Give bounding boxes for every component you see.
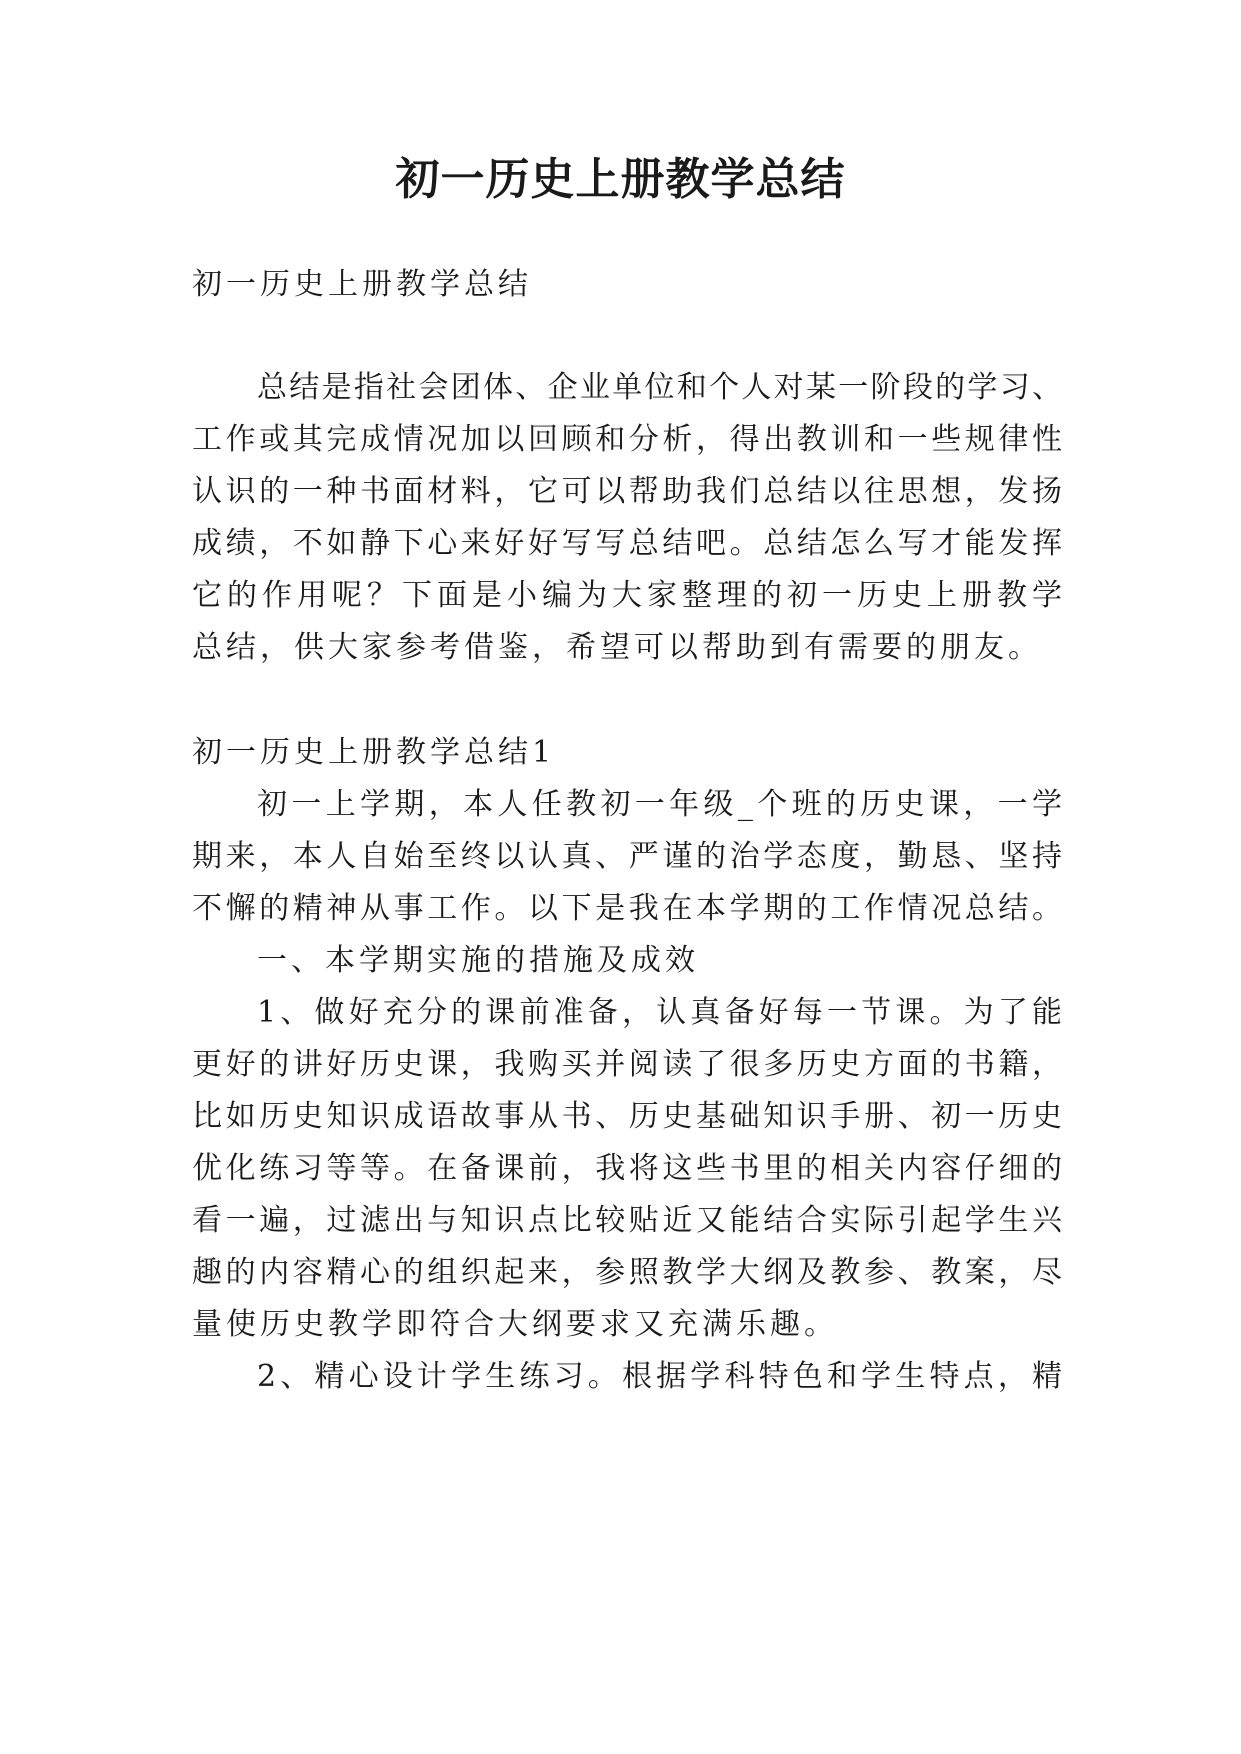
- paragraph-line: 趣的内容精心的组织起来，参照教学大纲及教参、教案，尽: [192, 1255, 1062, 1290]
- paragraph-line: 2、精心设计学生练习。根据学科特色和学生特点，精: [257, 1359, 1062, 1394]
- paragraph-line: 期来，本人自始至终以认真、严谨的治学态度，勤恳、坚持: [192, 839, 1062, 874]
- paragraph-line: 1、做好充分的课前准备，认真备好每一节课。为了能: [257, 995, 1062, 1030]
- paragraph-line: 比如历史知识成语故事从书、历史基础知识手册、初一历史: [192, 1099, 1062, 1134]
- intro-line: 总结，供大家参考借鉴，希望可以帮助到有需要的朋友。: [192, 630, 1042, 665]
- intro-line: 总结是指社会团体、企业单位和个人对某一阶段的学习、: [257, 370, 1062, 405]
- paragraph-line: 看一遍，过滤出与知识点比较贴近又能结合实际引起学生兴: [192, 1203, 1062, 1238]
- intro-line: 它的作用呢？下面是小编为大家整理的初一历史上册教学: [192, 578, 1062, 613]
- subheading: 一、本学期实施的措施及成效: [257, 943, 699, 978]
- intro-line: 成绩，不如静下心来好好写写总结吧。总结怎么写才能发挥: [192, 526, 1062, 561]
- section-heading: 初一历史上册教学总结1: [192, 735, 556, 770]
- intro-line: 认识的一种书面材料，它可以帮助我们总结以往思想，发扬: [192, 474, 1062, 509]
- document-title: 初一历史上册教学总结: [395, 154, 846, 205]
- document-subtitle: 初一历史上册教学总结: [192, 267, 532, 302]
- paragraph-line: 不懈的精神从事工作。以下是我在本学期的工作情况总结。: [192, 891, 1062, 926]
- paragraph-line: 更好的讲好历史课，我购买并阅读了很多历史方面的书籍，: [192, 1047, 1062, 1082]
- intro-line: 工作或其完成情况加以回顾和分析，得出教训和一些规律性: [192, 422, 1062, 457]
- paragraph-line: 初一上学期，本人任教初一年级_个班的历史课，一学: [257, 787, 1062, 822]
- paragraph-line: 优化练习等等。在备课前，我将这些书里的相关内容仔细的: [192, 1151, 1062, 1186]
- paragraph-line: 量使历史教学即符合大纲要求又充满乐趣。: [192, 1307, 838, 1342]
